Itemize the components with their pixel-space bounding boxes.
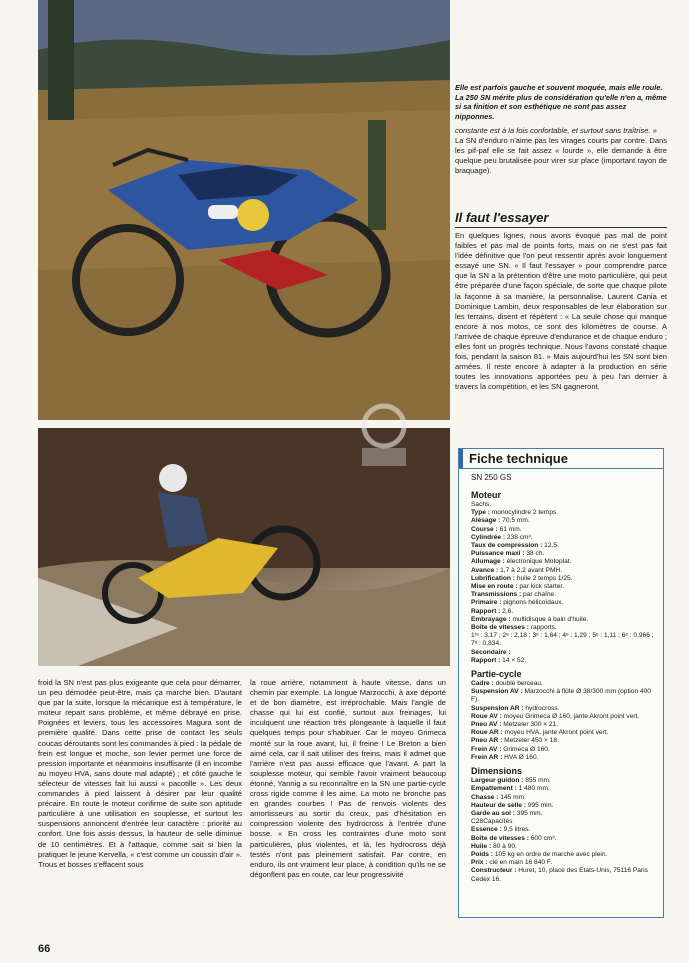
spec-value: 12,5. [544,542,559,550]
page-number: 66 [38,943,51,955]
spec-value: pignons hélicoïdaux. [503,599,564,607]
spec-row [459,713,663,721]
spec-key: Largeur guidon : [471,777,524,785]
spec-value: Sachs. [471,501,492,508]
spec-value: 395 mm. [516,809,543,817]
spec-value: 70,5 mm. [502,517,530,525]
spec-row [459,509,663,517]
spec-row [459,649,663,657]
spec-value: Marzocchi à flûte Ø 38/300 mm (option 400 F). [471,688,651,704]
spec-key: Allumage : [471,558,505,566]
spec-value: monocylindre 2 temps. [491,509,559,517]
spec-key: Primaire : [471,599,502,607]
spec-value: 1,7 à 2,2 avant PMH. [500,566,563,574]
spec-row [459,624,663,632]
spec-key: Mise en route : [471,583,518,591]
spec-value: 2,6. [502,607,514,615]
spec-row [459,826,663,834]
spec-key: Poids : [471,850,493,858]
spec-key: Frein AV : [471,745,502,753]
spec-row [459,517,663,525]
spec-key: Pneu AV : [471,721,502,729]
spec-key: Cadre : [471,680,494,688]
spec-row [459,567,663,575]
spec-section-title: Partie-cycle [471,669,522,680]
spec-row [459,802,663,810]
article-column-left [38,678,242,870]
paragraph: la roue arrière, notamment à haute vitesse, dans un chemin par exemple. La longue Marzocchi, à axe déporté et de bon diamètre, est irréprochable. Mais l'angle de chasse qui lui est confié, surtout aux freinages, lui inculquent une réaction très plongeante à laquelle il faut quelques temps pour s'habituer. Car le moyeu Grimeca monté sur la roue avant, lui, il freine ! Le Breton a bien aimé cela, car il sait utiliser des freins, mais il admet que l'arrière n'est pas aussi efficace que l'avant. A part la souplesse moteur, qui semble l'avoir vraiment beaucoup étonné, Yannig a su reconnaître en la SN une partie-cycle cross rigide comme il les aime. La moto ne bronche pas en grandes courbes ! Pas de renvois violents des amortisseurs au sortir du creux, pas d'hésitation en compression violente des hydrocross à l'entrée d'une bosse. « En cross les contraintes d'une moto sont particulières, plus violentes, et là, les hydrocross déjà testés n'ont pas pleinement satisfait. Par contre, en enduro, ils ont vraiment leur place, à condition qu'ils ne se dégonflent pas en route, car leur progressivité [250,678,446,879]
spec-value: 238 cm³. [506,533,533,541]
spec-row [459,867,663,883]
spec-key: Course : [471,525,498,533]
paragraph: froid la SN n'est pas plus exigeante que cela pour démarrer, un peu démodée peut-être, mais ça marche bien. D'autant que par la suite, lorsque la mécanique est à température, le moteur repart sans problème, et même débrayé en prise. Poignées et leviers, tous les accessoires Magura sont de première qualité. Dans cette prise de contact les seuls coucas déroutants sont les commandes à pied : la pédale de frein est longue et moche, son levier permet une force de pression importante et néanmoins insuffisante (il en incombe au moyeu HVA, sans doute mal adapté) ; et côté gauche le sélecteur de vitesses fait lui aussi « pacotille ». Les deux commandes à pied laissent à désirer par leur qualité précaire. En route le moteur confirme de suite son aptitude particulière à une utilisation en souplesse, et surtout les suspensions annoncent d'entrée leur caractère : priorité au confort. Une fois assis dessus, la hauteur de selle diminue de 10 centimètres. Et à l'attaque, comme sait si bien la pratiquer le jeune Kervella, « c'est comme un coussin d'air ». Trous et bosses s'effacent sous [38,678,242,869]
spec-value: multidisque à bain d'huile. [512,615,589,623]
spec-value: huile 2 temps 1/25. [516,574,573,582]
paragraph: constante est à la fois confortable, et surtout sans traîtrise. » [455,126,657,135]
watermark [352,400,416,472]
spec-row [459,746,663,754]
spec-key: Boîte de vitesses : [471,624,529,632]
spec-row [459,558,663,566]
spec-value: par kick starter. [519,583,565,591]
spec-row [459,501,663,509]
spec-value: clé en main 16 840 F. [489,859,553,867]
spec-section-title: Dimensions [471,766,523,777]
spec-section-title: Moteur [471,490,501,500]
spec-row [459,680,663,688]
spec-key: Huile : [471,842,492,850]
spec-value: rapports. [530,624,557,632]
spec-value: 1ʳᵉ : 3,17 ; 2ᵉ : 2,18 ; 3ᵉ : 1,64 ; 4ᵉ : 1,29 ; 5ᵉ : 1,11 ; 6ᵉ : 0,966 ; 7ᵉ : 0,834. [471,632,654,648]
spec-key: Prix : [471,859,488,867]
spec-key: Garde au sol : [471,809,515,817]
spec-row [459,737,663,745]
spec-key: Empattement : [471,785,517,793]
spec-value: électronique Motoplat. [506,558,572,566]
article-column-right-mid [455,231,667,393]
spec-row [459,575,663,583]
spec-key: Alésage : [471,517,501,525]
spec-row [459,843,663,851]
spec-key: Suspension AR : [471,704,524,712]
spec-row [459,616,663,624]
photo-caption: Elle est parfois gauche et souvent moquée, mais elle roule. La 250 SN mérite plus de considération qu'elle n'en a, même si sa finition et son esthétique ne sont pas assez nipponnes. [455,83,667,121]
spec-title-bar [459,449,663,469]
article-column-right-top [455,126,667,176]
spec-key: Rapport : [471,607,501,615]
spec-row [459,705,663,713]
spec-value: 14 × 52. [502,656,527,664]
spec-value: 105 kg en ordre de marche avec plein. [494,850,608,858]
spec-row [459,777,663,785]
spec-title: Fiche technique [469,451,568,466]
spec-value: 855 mm. [525,777,551,785]
spec-key: Avance : [471,566,499,574]
spec-box [458,448,664,918]
spec-key: Boîte de vitesses : [471,834,529,842]
spec-row [459,542,663,550]
spec-key: Essence : [471,826,502,834]
spec-value: Grimeca Ø 160. [503,745,550,753]
spec-row [459,550,663,558]
spec-value: 145 mm. [500,793,526,801]
spec-row [459,688,663,704]
spec-value: Metzeler 450 × 18. [504,737,559,745]
spec-row [459,754,663,762]
spec-key: Roue AV : [471,712,502,720]
spec-sections [459,486,663,884]
spec-row [459,721,663,729]
spec-model: SN 250 GS [471,473,512,482]
spec-key: Constructeur : [471,867,517,875]
spec-row [459,599,663,607]
spec-row [459,583,663,591]
paragraph: La SN d'enduro n'aime pas les virages courts par contre. Dans les pif-paf elle se fait assez « lourde », elle demande à être quelque peu brutalisée pour virer sur place (important rayon de braquage). [455,136,667,176]
spec-key: Taux de compression : [471,542,543,550]
spec-row [459,785,663,793]
spec-value: 80 à 90. [493,842,517,850]
spec-row [459,534,663,542]
spec-key: Suspension AV : [471,688,523,696]
spec-key: Roue AR : [471,729,503,737]
spec-value: 61 mm. [499,525,522,533]
spec-key: Rapport : [471,656,501,664]
spec-row [459,818,663,826]
spec-row [459,794,663,802]
spec-key: Chasse : [471,793,499,801]
photo-motorcycle-standing-illustration [38,0,450,420]
spec-row [459,591,663,599]
spec-key: Hauteur de selle : [471,801,526,809]
spec-value: moyeu HVA, jante Akront point vert. [504,729,609,737]
spec-row [459,729,663,737]
spec-row [459,859,663,867]
spec-value: par chaîne. [523,591,557,599]
photo-motorcycle-standing [38,0,450,420]
spec-key: Transmissions : [471,591,522,599]
spec-row [459,632,663,648]
spec-value: double berceau. [495,680,543,688]
article-column-middle [250,678,446,880]
spec-key: Secondaire : [471,648,511,656]
spec-key: Lubrification : [471,574,515,582]
spec-value: 1 480 mm. [518,785,550,793]
spec-value: moyeu Grimeca Ø 160, jante Akront point vert. [503,712,640,720]
spec-value: 38 ch. [526,550,545,558]
spec-value: Huret, 10, place des Etats-Unis, 75116 Paris Cedex 16. [471,867,648,883]
section-heading: Il faut l'essayer [455,210,667,228]
spec-value: Metzeler 300 × 21. [503,721,559,729]
spec-key: Pneu AR : [471,737,503,745]
spec-value: C28Capacités [471,818,513,826]
spec-key: Cylindrée : [471,533,506,541]
spec-key: Type : [471,509,490,517]
spec-key: Frein AR : [471,753,503,761]
spec-row [459,657,663,665]
spec-row [459,835,663,843]
spec-value: hydrocross. [525,704,560,712]
spec-row [459,526,663,534]
spec-value: 9,5 litres. [503,826,531,834]
spec-key: Embrayage : [471,615,511,623]
spec-key: Puissance maxi : [471,550,525,558]
spec-value: HVA Ø 160. [504,753,539,761]
spec-value: 995 mm. [527,801,554,809]
spec-row [459,810,663,818]
spec-row [459,608,663,616]
paragraph: En quelques lignes, nous avons évoqué pas mal de point faibles et pas mal de points forts, mais on ne s'est pas fait l'idée définitive que l'on peut ressentir après avoir longuement essayé une SN. « Il faut l'essayer » pour comprendre parce que la SN a la prétention d'être une moto particulière, qui peut être préparée d'une façon spéciale, de sorte que chaque pilote la façonne à sa manière, la personnalise. Laurent Cania et Dominique Lambin, deux responsables de leur élaboration sur les terrains, disent et répètent : « La seule chose qui manque encore à nos motos, ce sont des kilomètres de course. A l'arrivée de chaque épreuve d'endurance et de chaque enduro ; elles font un progrès technique. Nous l'avons constaté chaque fois, pendant la saison 81. » Mais aujourd'hui les SN sont bien armées. Il reste encore à adapter à la production en série toutes les innovations apportées peu à peu l'an dernier à travers la compétition, et les SN gagneront. [455,231,667,392]
spec-row [459,851,663,859]
spec-value: 600 cm³. [530,834,557,842]
